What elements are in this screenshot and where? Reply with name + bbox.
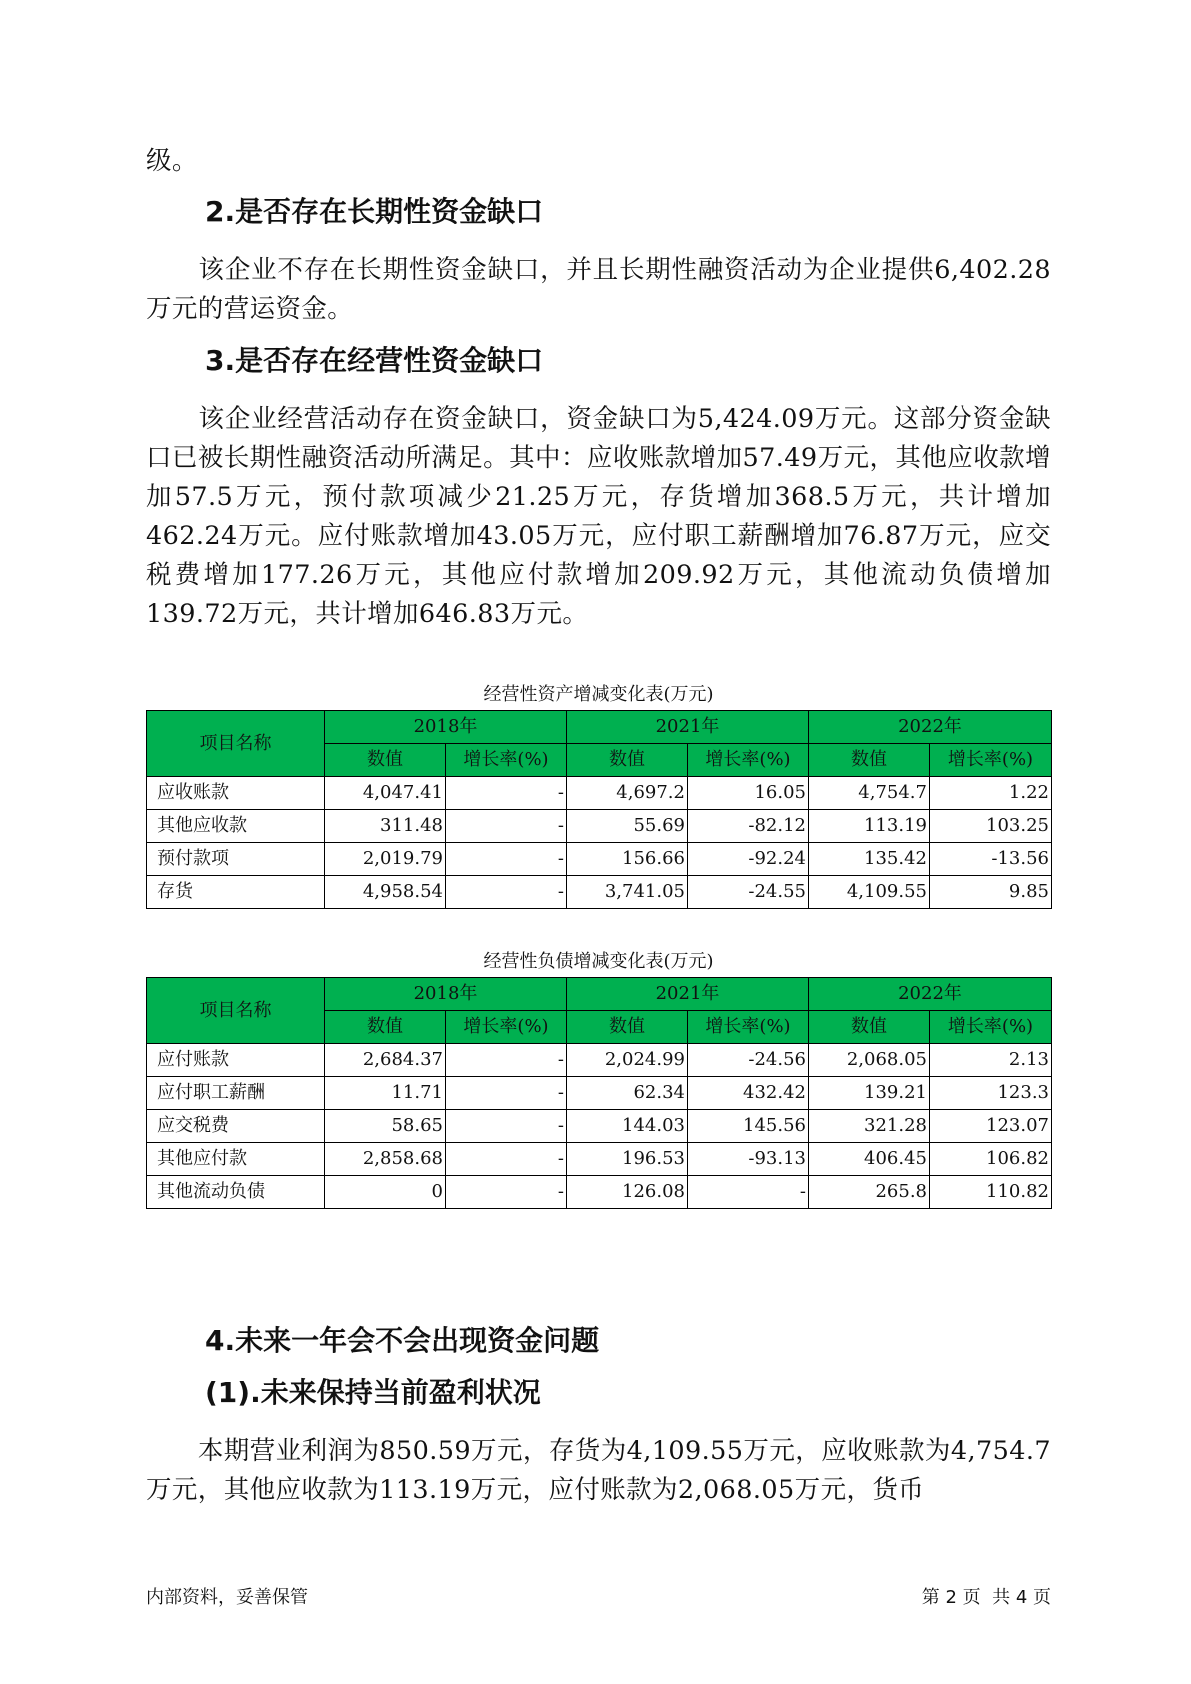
cell-growth: 432.42 [688, 1077, 809, 1110]
heading-maintain-profit: (1).未来保持当前盈利状况 [205, 1376, 541, 1409]
cell-value: 156.66 [567, 843, 688, 876]
cell-value: 311.48 [325, 810, 446, 843]
cell-growth: 106.82 [930, 1143, 1052, 1176]
header-growth: 增长率(%) [446, 1011, 567, 1044]
table-row [147, 1044, 1052, 1077]
cell-growth: 145.56 [688, 1110, 809, 1143]
header-value: 数值 [567, 744, 688, 777]
header-growth: 增长率(%) [930, 744, 1052, 777]
header-year-2021: 2021年 [567, 711, 809, 744]
cell-value: 113.19 [809, 810, 930, 843]
liabilities-table [146, 977, 1052, 1209]
table-row [147, 810, 1052, 843]
row-name: 预付款项 [147, 843, 325, 876]
liabilities-table-caption: 经营性负债增减变化表(万元) [483, 951, 714, 972]
cell-value: 2,858.68 [325, 1143, 446, 1176]
row-name: 存货 [147, 876, 325, 909]
table-row [147, 777, 1052, 810]
header-growth: 增长率(%) [446, 744, 567, 777]
cell-growth: - [446, 1110, 567, 1143]
cell-growth: -24.55 [688, 876, 809, 909]
cell-value: 62.34 [567, 1077, 688, 1110]
table-row [147, 876, 1052, 909]
paragraph-continuation: 级。 [146, 146, 198, 176]
paragraph-operating-gap: 该企业经营活动存在资金缺口，资金缺口为5,424.09万元。这部分资金缺口已被长期性融资活动所满足。其中：应收账款增加57.49万元，其他应收款增加57.5万元，预付款项减少21.25万元，存货增加368.5万元，共计增加462.24万元。应付账款增加43.05万元，应付职工薪酬增加76.87万元，应交税费增加177.26万元，其他应付款增加209.92万元，其他流动负债增加139.72万元，共计增加646.83万元。 [146, 404, 1051, 629]
row-name: 其他应收款 [147, 810, 325, 843]
cell-growth: - [446, 1143, 567, 1176]
header-value: 数值 [325, 744, 446, 777]
cell-value: 4,697.2 [567, 777, 688, 810]
cell-growth: -82.12 [688, 810, 809, 843]
cell-growth: 123.07 [930, 1110, 1052, 1143]
header-value: 数值 [809, 1011, 930, 1044]
cell-value: 2,019.79 [325, 843, 446, 876]
cell-value: 4,754.7 [809, 777, 930, 810]
cell-value: 3,741.05 [567, 876, 688, 909]
header-value: 数值 [325, 1011, 446, 1044]
cell-value: 58.65 [325, 1110, 446, 1143]
table-row [147, 1110, 1052, 1143]
table-row [147, 1176, 1052, 1209]
cell-growth: -24.56 [688, 1044, 809, 1077]
header-value: 数值 [567, 1011, 688, 1044]
paragraph-long-term-gap: 该企业不存在长期性资金缺口，并且长期性融资活动为企业提供6,402.28万元的营运资金。 [146, 255, 1051, 324]
header-item-name: 项目名称 [147, 711, 325, 777]
table-row [147, 1077, 1052, 1110]
row-name: 其他流动负债 [147, 1176, 325, 1209]
cell-growth: 16.05 [688, 777, 809, 810]
cell-value: 4,109.55 [809, 876, 930, 909]
cell-value: 265.8 [809, 1176, 930, 1209]
row-name: 应收账款 [147, 777, 325, 810]
cell-value: 2,024.99 [567, 1044, 688, 1077]
cell-value: 126.08 [567, 1176, 688, 1209]
cell-value: 139.21 [809, 1077, 930, 1110]
cell-value: 144.03 [567, 1110, 688, 1143]
row-name: 应付账款 [147, 1044, 325, 1077]
cell-value: 4,047.41 [325, 777, 446, 810]
assets-table [146, 710, 1052, 909]
cell-growth: - [446, 777, 567, 810]
header-year-2022: 2022年 [809, 711, 1052, 744]
cell-growth: - [446, 810, 567, 843]
cell-value: 2,684.37 [325, 1044, 446, 1077]
cell-value: 321.28 [809, 1110, 930, 1143]
footer-confidential-note: 内部资料，妥善保管 [146, 1587, 308, 1608]
cell-value: 4,958.54 [325, 876, 446, 909]
cell-growth: - [446, 843, 567, 876]
header-year-2018: 2018年 [325, 711, 567, 744]
cell-growth: -93.13 [688, 1143, 809, 1176]
paragraph-maintain-profit: 本期营业利润为850.59万元，存货为4,109.55万元，应收账款为4,754.7万元，其他应收款为113.19万元，应付账款为2,068.05万元，货币 [146, 1436, 1051, 1505]
cell-growth: -92.24 [688, 843, 809, 876]
cell-growth: 103.25 [930, 810, 1052, 843]
cell-growth: 2.13 [930, 1044, 1052, 1077]
header-value: 数值 [809, 744, 930, 777]
cell-growth: - [446, 1044, 567, 1077]
header-growth: 增长率(%) [688, 1011, 809, 1044]
row-name: 应付职工薪酬 [147, 1077, 325, 1110]
header-item-name: 项目名称 [147, 978, 325, 1044]
table-row [147, 843, 1052, 876]
header-growth: 增长率(%) [688, 744, 809, 777]
cell-value: 406.45 [809, 1143, 930, 1176]
cell-value: 135.42 [809, 843, 930, 876]
cell-growth: 1.22 [930, 777, 1052, 810]
cell-growth: -13.56 [930, 843, 1052, 876]
table-header-row [147, 978, 1052, 1011]
cell-value: 55.69 [567, 810, 688, 843]
row-name: 其他应付款 [147, 1143, 325, 1176]
cell-growth: - [446, 1077, 567, 1110]
cell-growth: 9.85 [930, 876, 1052, 909]
heading-long-term-gap: 2.是否存在长期性资金缺口 [205, 195, 544, 228]
cell-growth: 123.3 [930, 1077, 1052, 1110]
cell-growth: 110.82 [930, 1176, 1052, 1209]
header-year-2018: 2018年 [325, 978, 567, 1011]
heading-future-funding: 4.未来一年会不会出现资金问题 [205, 1324, 600, 1357]
heading-operating-gap: 3.是否存在经营性资金缺口 [205, 344, 544, 377]
cell-value: 196.53 [567, 1143, 688, 1176]
header-growth: 增长率(%) [930, 1011, 1052, 1044]
table-header-row [147, 711, 1052, 744]
cell-value: 11.71 [325, 1077, 446, 1110]
cell-growth: - [688, 1176, 809, 1209]
header-year-2022: 2022年 [809, 978, 1052, 1011]
cell-value: 2,068.05 [809, 1044, 930, 1077]
assets-table-caption: 经营性资产增减变化表(万元) [483, 684, 714, 705]
header-year-2021: 2021年 [567, 978, 809, 1011]
cell-value: 0 [325, 1176, 446, 1209]
cell-growth: - [446, 876, 567, 909]
table-row [147, 1143, 1052, 1176]
cell-growth: - [446, 1176, 567, 1209]
row-name: 应交税费 [147, 1110, 325, 1143]
footer-page-number: 第 2 页 共 4 页 [921, 1587, 1051, 1608]
